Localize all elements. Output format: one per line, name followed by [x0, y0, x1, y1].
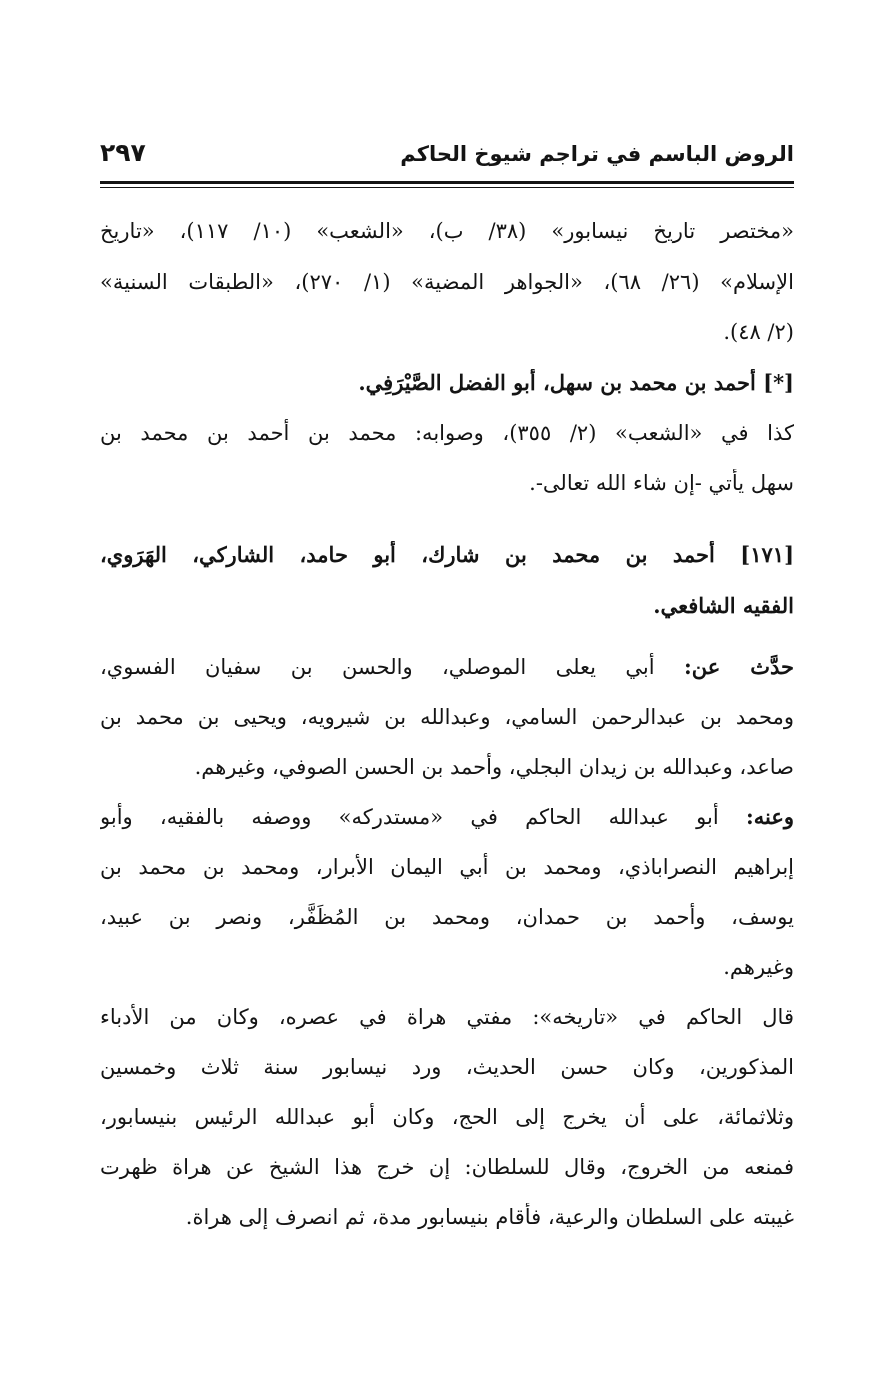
header-rule-thin — [100, 187, 794, 188]
entry-heading-line: [١٧١] أحمد بن محمد بن شارك، أبو حامد، الشاركي، الهَرَوي، — [100, 542, 794, 567]
running-header — [100, 138, 794, 178]
hakim-quote-line: قال الحاكم في «تاريخه»: مفتي هراة في عصره، وكان من الأدباء — [100, 1005, 794, 1029]
narrated-by-line — [100, 803, 794, 833]
narrated-by-line: يوسف، وأحمد بن حمدان، ومحمد بن المُظَفَّر، ونصر بن عبيد، — [100, 905, 794, 929]
starred-note-line: كذا في «الشعب» (٢/ ٣٥٥)، وصوابه: محمد بن أحمد بن محمد بن — [100, 421, 794, 445]
hakim-quote-line: المذكورين، وكان حسن الحديث، ورد نيسابور سنة ثلاث وخمسين — [100, 1055, 794, 1079]
narrated-from-label: حدَّث عن: — [683, 654, 794, 679]
narrated-from-text: أبي يعلى الموصلي، والحسن بن سفيان الفسوي، — [100, 655, 655, 679]
narrated-from-line: ومحمد بن عبدالرحمن السامي، وعبدالله بن شيرويه، ويحيى بن محمد بن — [100, 705, 794, 729]
hakim-quote-line: وثلاثمائة، على أن يخرج إلى الحج، وكان أبو عبدالله الرئيس بنيسابور، — [100, 1105, 794, 1129]
starred-entry-heading: [*] أحمد بن محمد بن سهل، أبو الفضل الصَّيْرَفِي. — [358, 370, 794, 395]
narrated-by-text: أبو عبدالله الحاكم في «مستدركه» ووصفه بالفقيه، وأبو — [100, 805, 719, 829]
narrated-by-line: إبراهيم النصراباذي، ومحمد بن أبي اليمان الأبرار، ومحمد بن محمد بن — [100, 855, 794, 879]
page-number: ٢٩٧ — [100, 138, 146, 167]
header-rule-thick — [100, 181, 794, 184]
sources-line: (٢/ ٤٨). — [723, 320, 794, 344]
entry-heading-line: الفقيه الشافعي. — [653, 593, 794, 618]
running-title: الروض الباسم في تراجم شيوخ الحاكم — [400, 142, 794, 166]
narrated-from-line — [100, 653, 794, 683]
hakim-quote-line: فمنعه من الخروج، وقال للسلطان: إن خرج هذا الشيخ عن هراة ظهرت — [100, 1155, 794, 1179]
sources-line: «مختصر تاريخ نيسابور» (٣٨/ ب)، «الشعب» (١٠/ ١١٧)، «تاريخ — [100, 219, 794, 243]
narrated-by-line: وغيرهم. — [723, 955, 794, 979]
sources-line: الإسلام» (٢٦/ ٦٨)، «الجواهر المضية» (١/ ٢٧٠)، «الطبقات السنية» — [100, 270, 794, 294]
hakim-quote-line: غيبته على السلطان والرعية، فأقام بنيسابور مدة، ثم انصرف إلى هراة. — [185, 1205, 794, 1229]
narrated-from-line: صاعد، وعبدالله بن زيدان البجلي، وأحمد بن الحسن الصوفي، وغيرهم. — [194, 755, 794, 779]
starred-note-line: سهل يأتي -إن شاء الله تعالى-. — [529, 471, 794, 495]
narrated-by-label: وعنه: — [745, 804, 794, 829]
